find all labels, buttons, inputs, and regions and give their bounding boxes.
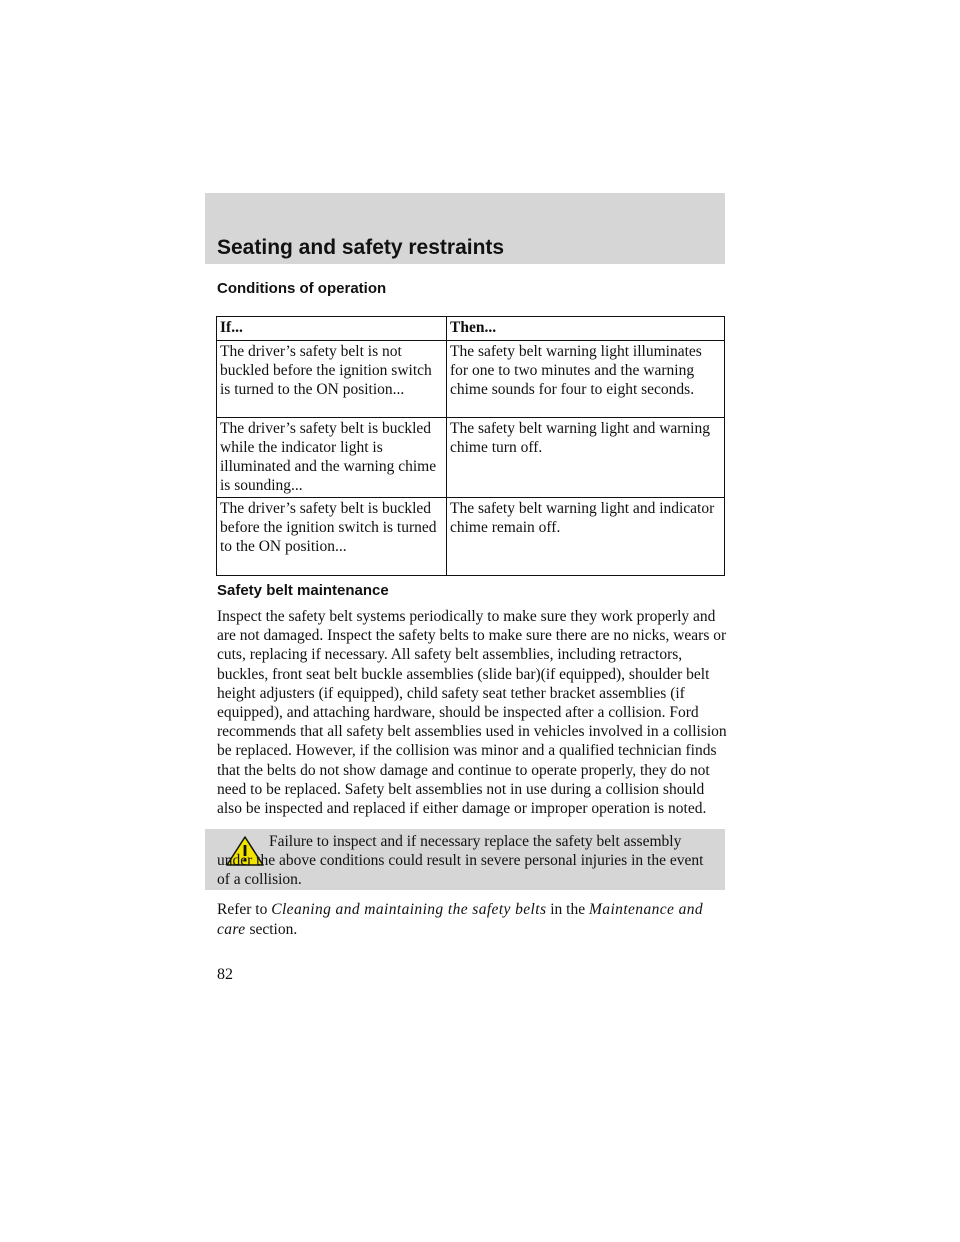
refer-paragraph: [217, 900, 729, 939]
chapter-header-band: [205, 193, 725, 264]
chapter-title: Seating and safety restraints: [217, 236, 505, 259]
refer-prefix: Refer to: [217, 901, 272, 918]
table-cell-if: The driver’s safety belt is not buckled before the ignition switch is turned to the ON position...: [217, 341, 447, 418]
table-cell-if: The driver’s safety belt is buckled while the indicator light is illuminated and the warning chime is sounding...: [217, 418, 447, 498]
table-row: [217, 498, 725, 576]
warning-text: Failure to inspect and if necessary replace the safety belt assembly under the above conditions could result in severe personal injuries in the event of a collision.: [217, 833, 704, 888]
table-row: [217, 341, 725, 418]
maintenance-heading: Safety belt maintenance: [217, 582, 389, 599]
column-header-if: If...: [217, 317, 447, 341]
table-header-row: [217, 317, 725, 341]
conditions-heading: Conditions of operation: [217, 280, 387, 297]
refer-suffix: section.: [245, 920, 298, 938]
conditions-table: [216, 316, 725, 576]
column-header-then: Then...: [447, 317, 725, 341]
table-row: [217, 418, 725, 498]
refer-link-maintenance: Maintenance and care: [217, 901, 704, 938]
maintenance-body: Inspect the safety belt systems periodically to make sure they work properly and are not damaged. Inspect the safety belts to make sure there are no nicks, wears or cuts, replacing if necessary. All safety belt assemblies, including retractors, buckles, front seat belt buckle assemblies (slide bar)(if equipped), shoulder belt height adjusters (if equipped), child safety seat tether bracket assemblies (if equipped), and attaching hardware, should be inspected after a collision. Ford recommends that all safety belt assemblies used in vehicles involved in a collision be replaced. However, if the collision was minor and a qualified technician finds that the belts do not show damage and continue to operate properly, they do not need to be replaced. Safety belt assemblies not in use during a collision should also be inspected and replaced if either damage or improper operation is noted.: [217, 608, 727, 818]
table-cell-then: The safety belt warning light and indicator chime remain off.: [447, 498, 725, 576]
table-cell-then: The safety belt warning light illuminates for one to two minutes and the warning chime sounds for four to eight seconds.: [447, 341, 725, 418]
refer-link-cleaning: Cleaning and maintaining the safety belts: [271, 901, 547, 918]
warning-box: [205, 829, 725, 890]
refer-middle: in the: [546, 901, 589, 918]
table-cell-then: The safety belt warning light and warning chime turn off.: [447, 418, 725, 498]
page-number: 82: [217, 966, 233, 983]
table-cell-if: The driver’s safety belt is buckled before the ignition switch is turned to the ON position...: [217, 498, 447, 576]
